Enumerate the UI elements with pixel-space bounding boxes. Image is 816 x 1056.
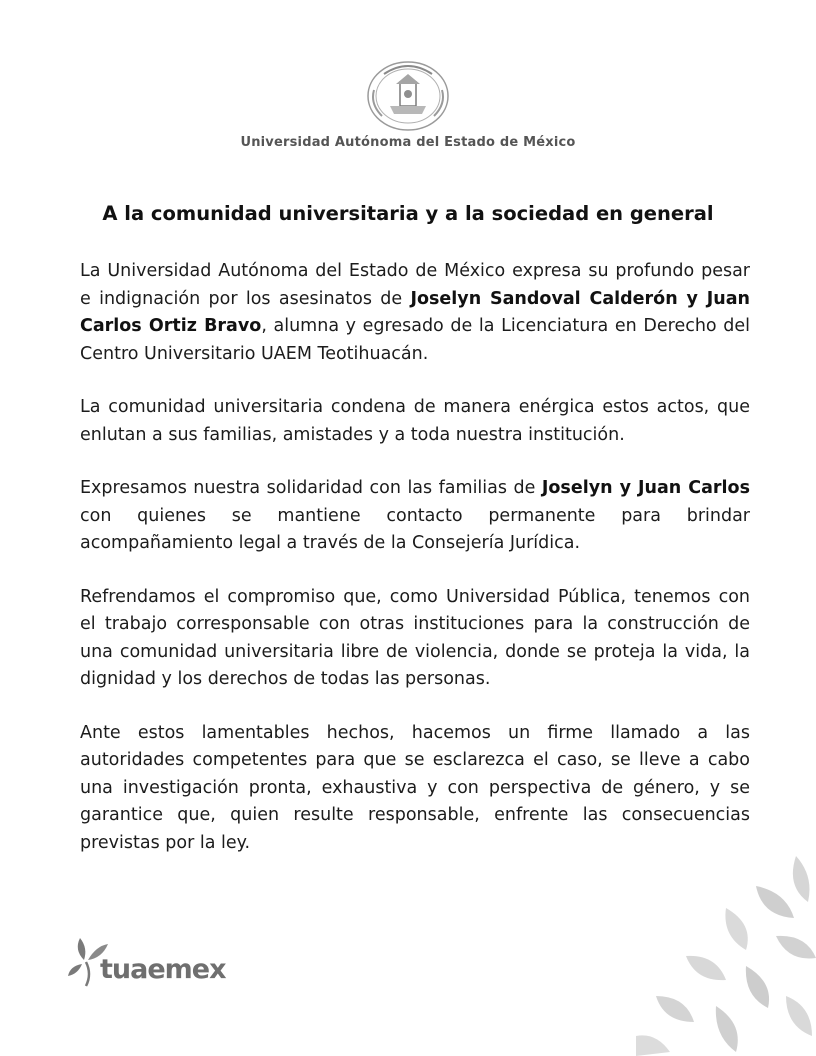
paragraph-4: Refrendamos el compromiso que, como Universidad Pública, tenemos con el trabajo corresponsable con otras instituciones para la construcción de una comunidad universitaria libre de violencia, donde se proteja la vida, la dignidad y los derechos de todas las personas. xyxy=(80,586,750,689)
statement-body xyxy=(80,258,750,883)
paragraph-3-text-a: Expresamos nuestra solidaridad con las familias de xyxy=(80,478,542,498)
paragraph-3 xyxy=(80,475,750,558)
leaf-pattern-icon xyxy=(626,846,816,1056)
paragraph-3-text-c: con quienes se mantiene contacto permanente para brindar acompañamiento legal a través de la Consejería Jurídica. xyxy=(80,505,750,553)
victims-names: Joselyn Sandoval Calderón y Juan Carlos Ortiz Bravo xyxy=(80,288,751,336)
paragraph-2: La comunidad universitaria condena de manera enérgica estos actos, que enlutan a sus familias, amistades y a toda nuestra institución. xyxy=(80,397,750,445)
paragraph-5: Ante estos lamentables hechos, hacemos un firme llamado a las autoridades competentes para que se esclarezca el caso, se lleve a cabo una investigación pronta, exhaustiva y con perspectiva de género, y se garantice que, quien resulte responsable, enfrente las consecuencias previstas por la ley. xyxy=(80,722,750,853)
paragraph-1-text-a: La Universidad Autónoma del Estado de México expresa su profundo pesar e indignación por los asesinatos de xyxy=(80,261,750,309)
university-seal-icon xyxy=(360,56,456,134)
university-name: Universidad Autónoma del Estado de México xyxy=(240,135,576,150)
families-names: Joselyn y Juan Carlos xyxy=(541,478,750,498)
paragraph-1 xyxy=(80,258,750,368)
tuaemex-wordmark: tuaemex xyxy=(100,954,226,985)
statement-title: A la comunidad universitaria y a la sociedad en general xyxy=(102,202,714,225)
paragraph-1-text-c: , alumna y egresado de la Licenciatura en Derecho del Centro Universitario UAEM Teotihuacán. xyxy=(80,316,750,364)
tuaemex-logo xyxy=(66,930,246,990)
